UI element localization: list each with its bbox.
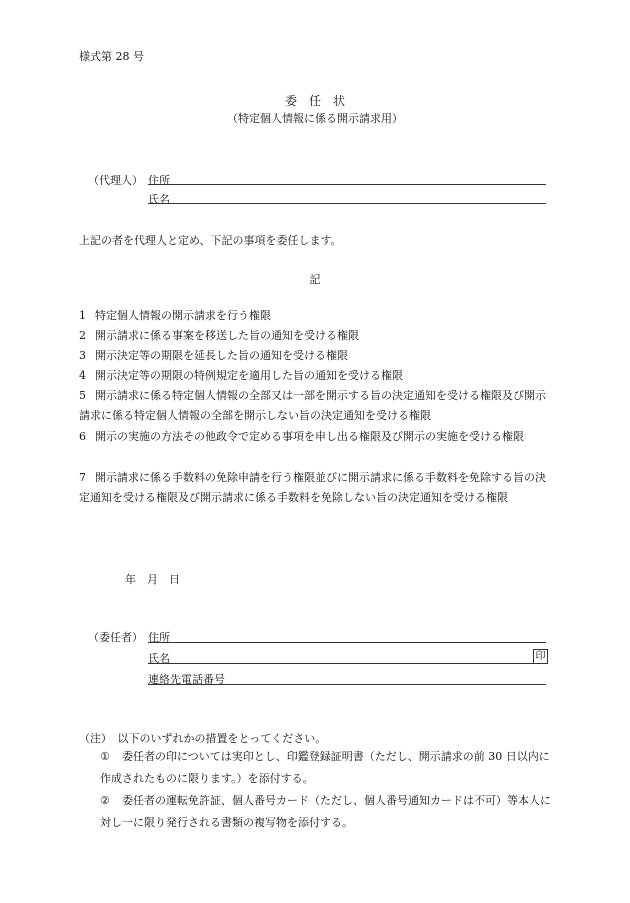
item-number: 5 (79, 389, 86, 402)
list-item (79, 346, 554, 366)
item-number: 6 (79, 430, 86, 443)
item-text: 開示の実施の方法その他政令で定める事項を申し出る権限及び開示の実施を受ける権限 (95, 430, 524, 443)
item-text: 開示請求に係る特定個人情報の全部又は一部を開示する旨の決定通知を受ける権限及び開示請求に係る特定個人情報の全部を開示しない旨の決定通知を受ける権限 (79, 389, 546, 422)
item-text: 開示請求に係る事案を移送した旨の通知を受ける権限 (95, 329, 359, 342)
document-subtitle: （特定個人情報に係る開示請求用） (227, 112, 403, 125)
item-number: 3 (79, 349, 86, 362)
date-line: 年 月 日 (125, 573, 180, 586)
note-text: 委任者の印については実印とし、印鑑登録証明書（ただし、開示請求の前 30 日以内に作成されたものに限ります。）を添付する。 (100, 750, 550, 785)
agent-role-label: （代理人） (88, 174, 143, 187)
list-item (79, 427, 554, 447)
delegator-name-label: 氏名 (148, 652, 170, 665)
item-text: 開示請求に係る手数料の免除申請を行う権限並びに開示請求に係る手数料を免除する旨の決定通知を受ける権限及び開示請求に係る手数料を免除しない旨の決定通知を受ける権限 (79, 471, 546, 504)
ki-heading: 記 (309, 273, 321, 286)
delegator-phone-label: 連絡先電話番号 (148, 673, 225, 686)
item-text: 特定個人情報の開示請求を行う権限 (95, 309, 271, 322)
delegator-address-field[interactable] (148, 642, 546, 643)
agent-address-label: 住所 (148, 174, 170, 187)
delegator-address-label: 住所 (148, 631, 170, 644)
item-text: 開示決定等の期限を延長した旨の通知を受ける権限 (95, 349, 348, 362)
document-title: 委 任 状 (284, 94, 345, 108)
list-item (79, 366, 554, 386)
list-item (79, 326, 554, 346)
item-number: 4 (79, 369, 86, 382)
delegator-role-label: （委任者） (88, 631, 143, 644)
item-number: 1 (79, 309, 86, 322)
delegation-statement: 上記の者を代理人と定め、下記の事項を委任します。 (79, 234, 342, 247)
item-number: 7 (79, 471, 86, 484)
form-number: 様式第 28 号 (79, 50, 144, 63)
note-item (100, 746, 552, 790)
list-item (79, 306, 554, 326)
delegator-name-field[interactable] (148, 663, 546, 664)
item-text: 開示決定等の期限の特例規定を適用した旨の通知を受ける権限 (95, 369, 403, 382)
agent-name-field[interactable] (148, 203, 546, 204)
delegator-phone-field[interactable] (148, 684, 546, 685)
note-item (100, 790, 552, 834)
list-item (79, 468, 554, 508)
agent-address-field[interactable] (148, 184, 546, 185)
note-mark: ① (100, 750, 110, 763)
notes-heading: （注） 以下のいずれかの措置をとってください。 (79, 732, 327, 745)
item-number: 2 (79, 329, 86, 342)
note-mark: ② (100, 794, 110, 807)
list-item (79, 386, 554, 426)
note-text: 委任者の運転免許証、個人番号カード（ただし、個人番号通知カードは不可）等本人に対し一に限り発行される書類の複写物を添付する。 (100, 794, 551, 829)
seal-mark: 印 (533, 649, 548, 664)
agent-name-label: 氏名 (148, 193, 170, 206)
